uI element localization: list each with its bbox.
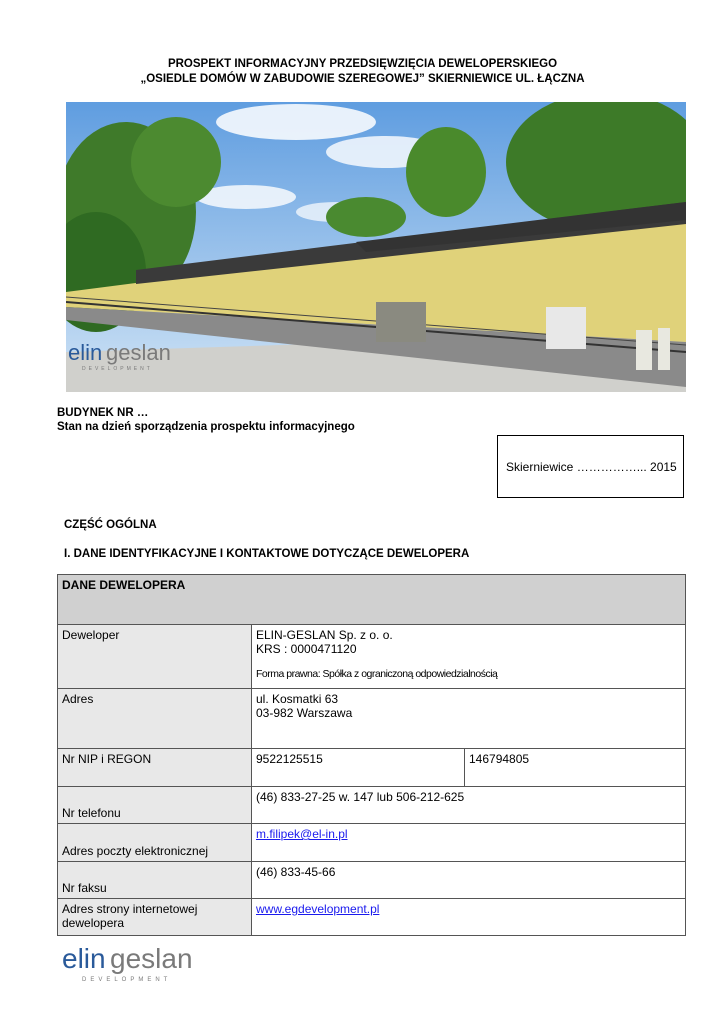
table-row-fax [58,862,686,899]
fax-label: Nr faksu [58,862,252,899]
phone-value: (46) 833-27-25 w. 147 lub 506-212-625 [252,787,686,824]
table-header-row [58,575,686,625]
building-number: BUDYNEK NR … [57,407,149,419]
table-row-developer [58,625,686,689]
table-row-website [58,899,686,936]
phone-label: Nr telefonu [58,787,252,824]
building-state: Stan na dzień sporządzenia prospektu informacyjnego [57,421,355,433]
website-label: Adres strony internetowej dewelopera [58,899,252,936]
logo-tagline: DEVELOPMENT [82,366,153,372]
section-identification-title: I. DANE IDENTYFIKACYJNE I KONTAKTOWE DOTYCZĄCE DEWELOPERA [64,548,470,560]
email-link[interactable]: m.filipek@el-in.pl [256,827,348,841]
developer-data-table [57,574,686,936]
address-line1: ul. Kosmatki 63 [256,692,339,706]
section-general-title: CZĘŚĆ OGÓLNA [64,519,157,531]
nip-regon-label: Nr NIP i REGON [58,749,252,787]
website-cell [252,899,686,936]
company-logo-bottom [62,940,202,991]
logo-bottom-tagline: DEVELOPMENT [82,977,172,983]
address-label: Adres [58,689,252,749]
company-logo-top [68,338,178,379]
nip-value: 9522125515 [252,749,465,787]
email-label: Adres poczty elektronicznej [58,824,252,862]
developer-name: ELIN-GESLAN Sp. z o. o. [256,628,393,642]
date-text: Skierniewice ……………... 2015 [506,460,677,474]
logo-brand-a: elin [68,340,103,365]
table-title: DANE DEWELOPERA [58,575,686,625]
logo-bottom-brand-b: geslan [110,943,193,974]
document-title-line2: „OSIEDLE DOMÓW W ZABUDOWIE SZEREGOWEJ” SKIERNIEWICE UL. ŁĄCZNA [140,73,585,85]
table-row-nip-regon [58,749,686,787]
address-value [252,689,686,749]
website-link[interactable]: www.egdevelopment.pl [256,902,380,916]
developer-legal-form: Forma prawna: Spółka z ograniczoną odpowiedzialnością [256,668,498,680]
table-row-address [58,689,686,749]
developer-value [252,625,686,689]
document-title-line1: PROSPEKT INFORMACYJNY PRZEDSIĘWZIĘCIA DEWELOPERSKIEGO [167,58,558,70]
developer-krs: KRS : 0000471120 [256,642,357,656]
table-row-email [58,824,686,862]
date-box [497,435,684,498]
email-cell [252,824,686,862]
logo-bottom-brand-a: elin [62,943,106,974]
logo-brand-b: geslan [106,340,171,365]
developer-label: Deweloper [58,625,252,689]
address-line2: 03-982 Warszawa [256,706,353,720]
regon-value: 146794805 [465,749,686,787]
table-row-phone [58,787,686,824]
fax-value: (46) 833-45-66 [252,862,686,899]
